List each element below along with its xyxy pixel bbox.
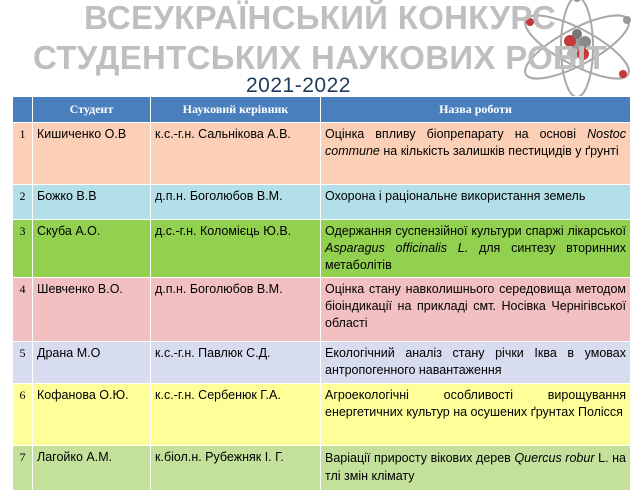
supervisor-name: к.с.-г.н. Сербенюк Г.А. [151, 384, 321, 446]
work-title: Варіації приросту вікових дерев Quercus robur L. на тлі змін клімату [321, 446, 631, 491]
table-header-row [13, 97, 631, 123]
table-row [13, 278, 631, 342]
student-name: Кофанова О.Ю. [33, 384, 151, 446]
header-supervisor: Науковий керівник [151, 97, 321, 123]
header-title: Назва роботи [321, 97, 631, 123]
header-student: Студент [33, 97, 151, 123]
work-title: Екологічний аналіз стану річки Іква в умовах антропогенного навантаження [321, 342, 631, 384]
row-number: 6 [13, 384, 33, 446]
header-num [13, 97, 33, 123]
contest-table [12, 96, 631, 491]
title-line-1: ВСЕУКРАЇНСЬКИЙ КОНКУРС [83, 0, 557, 36]
row-number: 5 [13, 342, 33, 384]
table-row [13, 446, 631, 491]
supervisor-name: к.біол.н. Рубежняк І. Г. [151, 446, 321, 491]
student-name: Кишиченко О.В [33, 123, 151, 185]
work-title: Оцінка впливу біопрепарату на основі Nostoc commune на кількість залишків пестицидів у ґрунті [321, 123, 631, 185]
work-title: Охорона і раціональне використання земель [321, 185, 631, 220]
row-number: 2 [13, 185, 33, 220]
year-label: 2021-2022 [246, 74, 351, 97]
table-row [13, 123, 631, 185]
table-row [13, 384, 631, 446]
row-number: 1 [13, 123, 33, 185]
student-name: Скуба А.О. [33, 220, 151, 278]
work-title: Агроекологічні особливості вирощування енергетичних культур на осушених ґрунтах Полісся [321, 384, 631, 446]
student-name: Божко В.В [33, 185, 151, 220]
row-number: 3 [13, 220, 33, 278]
title-line-2: СТУДЕНТСЬКИХ НАУКОВИХ РОБІТ [33, 39, 607, 76]
student-name: Драна М.О [33, 342, 151, 384]
supervisor-name: д.п.н. Боголюбов В.М. [151, 278, 321, 342]
supervisor-name: д.п.н. Боголюбов В.М. [151, 185, 321, 220]
row-number: 4 [13, 278, 33, 342]
student-name: Шевченко В.О. [33, 278, 151, 342]
table-row [13, 185, 631, 220]
table-row [13, 220, 631, 278]
slide-title [0, 0, 640, 78]
row-number: 7 [13, 446, 33, 491]
work-title: Одержання суспензійної культури спаржі лікарської Asparagus officinalis L. для синтезу вторинних метаболітів [321, 220, 631, 278]
student-name: Лагойко А.М. [33, 446, 151, 491]
supervisor-name: к.с.-г.н. Сальнікова А.В. [151, 123, 321, 185]
table-row [13, 342, 631, 384]
supervisor-name: к.с.-г.н. Павлюк С.Д. [151, 342, 321, 384]
supervisor-name: д.с.-г.н. Коломієць Ю.В. [151, 220, 321, 278]
work-title: Оцінка стану навколишнього середовища методом біоіндикації на прикладі смт. Носівка Чернігівської області [321, 278, 631, 342]
